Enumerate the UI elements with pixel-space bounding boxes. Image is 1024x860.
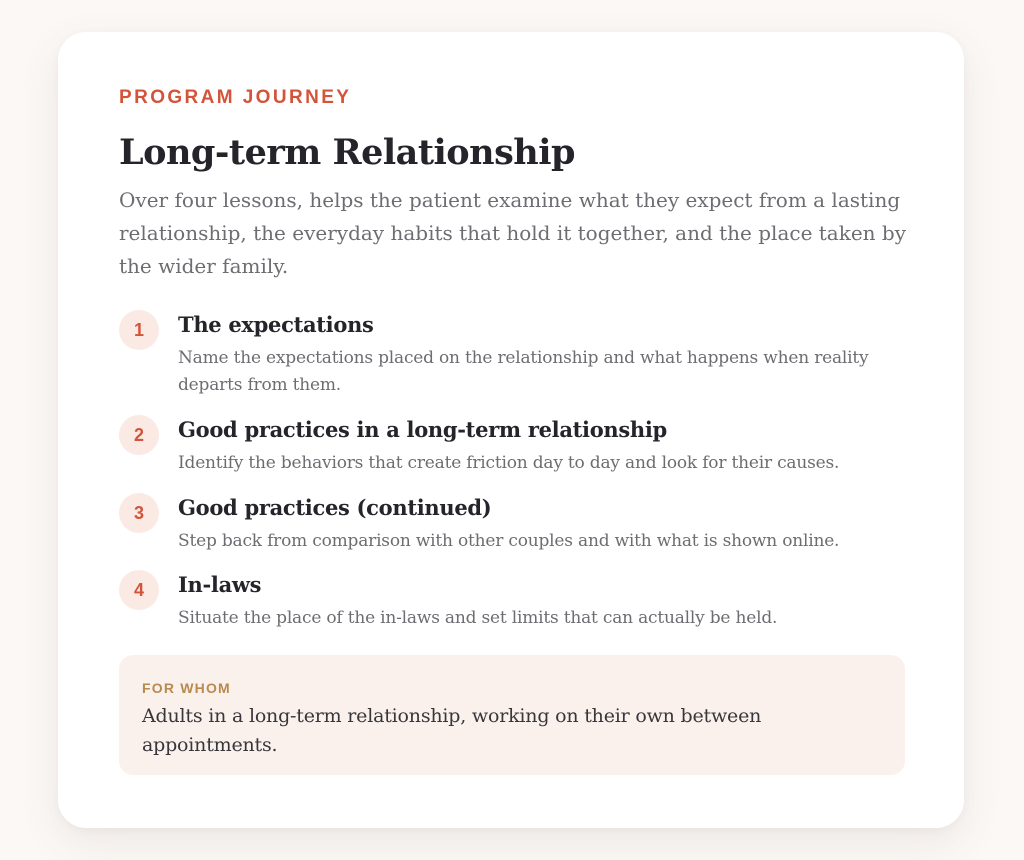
audience-box [119, 655, 905, 775]
lesson-description: Step back from comparison with other couples and with what is shown online. [178, 531, 840, 551]
program-title: Long-term Relationship [119, 132, 575, 173]
lesson-number-badge: 1 [119, 310, 159, 350]
lesson-title: Good practices (continued) [178, 495, 492, 520]
lesson-title: In-laws [178, 572, 262, 597]
program-intro: Over four lessons, helps the patient examine what they expect from a lasting relationship, the everyday habits that hold it together, and the place taken by the wider family. [119, 188, 907, 278]
program-card [58, 32, 964, 828]
lesson-number-badge: 4 [119, 570, 159, 610]
lesson-description: Name the expectations placed on the relationship and what happens when reality departs from them. [178, 348, 869, 395]
audience-text: Adults in a long-term relationship, working on their own between appointments. [142, 705, 762, 756]
program-eyebrow: PROGRAM JOURNEY [119, 87, 352, 108]
lesson-title: Good practices in a long-term relationship [178, 417, 667, 442]
lesson-description: Situate the place of the in-laws and set limits that can actually be held. [178, 608, 778, 628]
lesson-number-badge: 3 [119, 493, 159, 533]
audience-label: FOR WHOM [142, 680, 231, 696]
lesson-number-badge: 2 [119, 415, 159, 455]
lesson-description: Identify the behaviors that create friction day to day and look for their causes. [178, 453, 840, 473]
lesson-title: The expectations [178, 312, 374, 337]
